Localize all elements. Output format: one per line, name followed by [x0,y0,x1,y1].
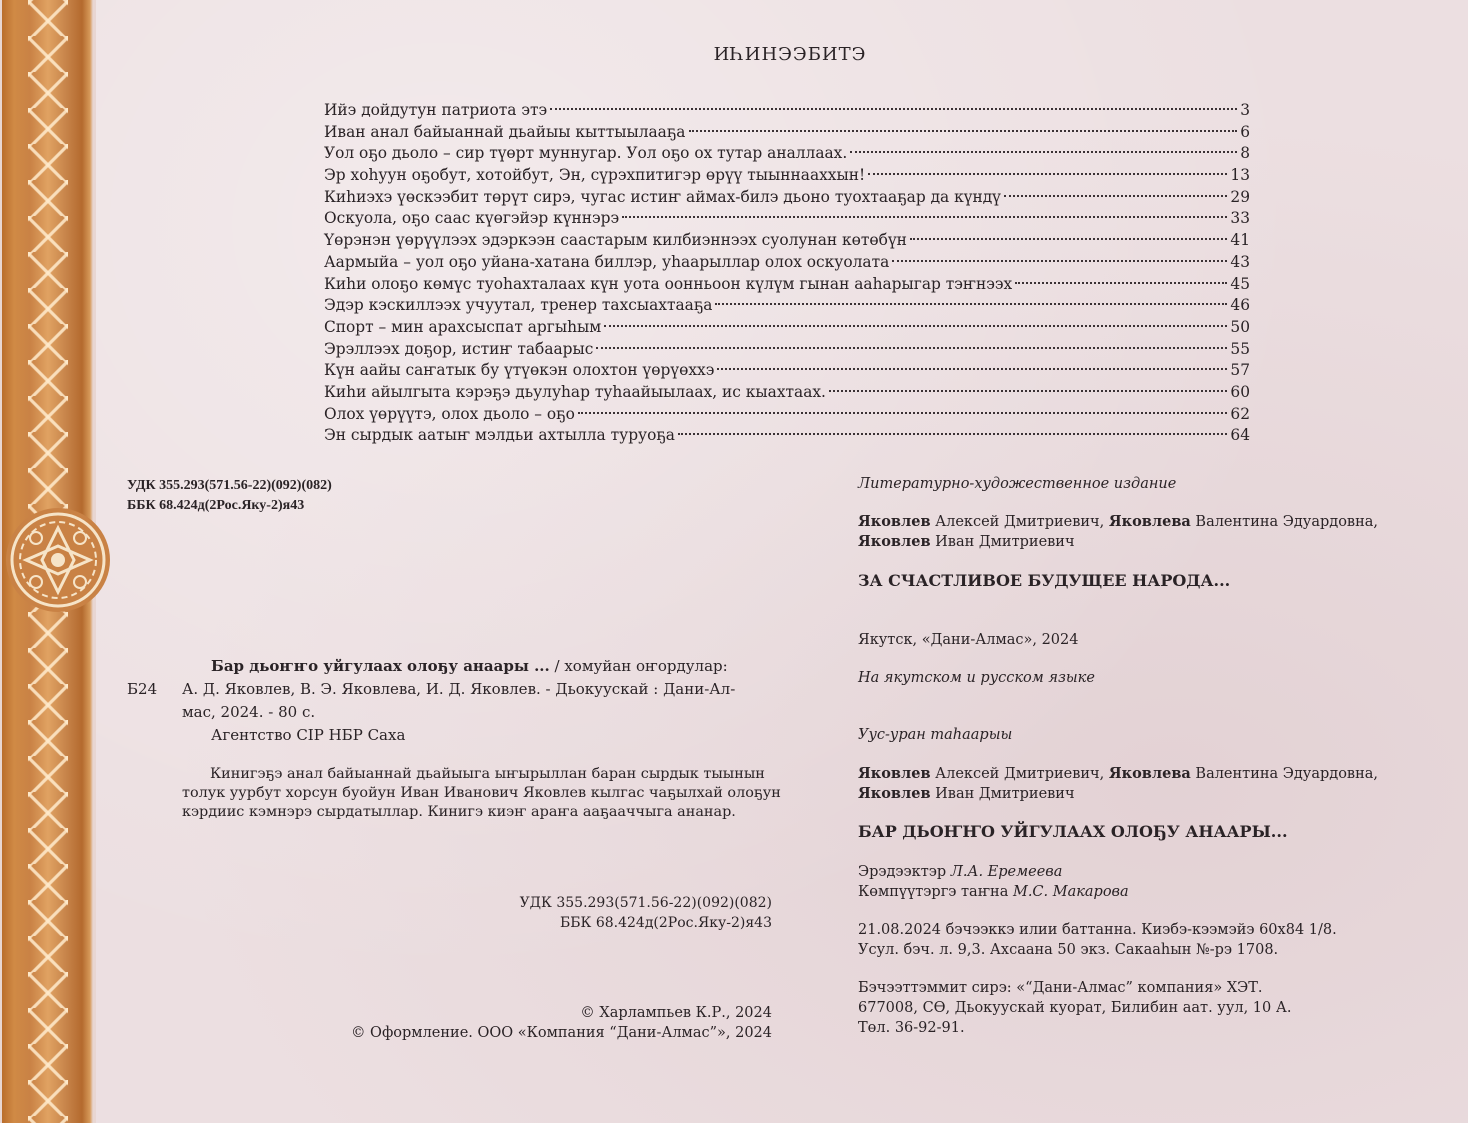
classification-block-bottom [450,893,772,933]
author-name: Иван Дмитриевич [930,786,1075,802]
toc-entry-page: 8 [1240,144,1250,163]
toc-entry-title: Олох үөрүүтэ, олох дьоло – оҕо [324,404,575,423]
dot-leader [578,391,1228,414]
copyright-author: © Харлампьев К.Р., 2024 [580,1005,772,1021]
bib-title: Бар дьоҥҥо уйгулаах олоҕу анаары ... [211,657,550,675]
author-name: Валентина Эдуардовна, [1190,766,1379,782]
toc-entry-title: Иван анал байыаннай дьайыы кыттыылааҕа [324,122,686,141]
toc-entry-title: Киһи айылгыта кэрэҕэ дьулуһар туһаайыылаах, ис кыахтаах. [324,382,826,401]
dot-leader [829,369,1227,392]
title-sakha: БАР ДЬОҤҤО УЙГУЛААХ ОЛОҔУ АНААРЫ... [858,822,1288,841]
author-name: Иван Дмитриевич [930,534,1075,550]
toc-entry-page: 13 [1230,166,1250,185]
dot-leader [596,326,1227,349]
toc-entry-title: Эдэр кэскиллээх учуутал, тренер тахсыахтааҕа [324,296,713,315]
toc-entry-page: 60 [1230,382,1250,401]
dot-leader [604,304,1227,327]
authors-sakha [858,764,1418,804]
bbk-code-bottom: ББК 68.424д(2Рос.Яку-2)я43 [559,915,772,931]
toc-entry-title: Уол оҕо дьоло – сир түөрт муннугар. Уол оҕо ох тутар аналлаах. [324,144,848,163]
dot-leader [868,152,1227,175]
bib-line-4: Агентство СIP НБР Саха [211,726,406,744]
dot-leader [689,109,1238,132]
dot-leader [550,87,1237,110]
toc-title: ИҺИНЭЭБИТЭ [713,44,867,65]
author-surname: Яковлева [1108,513,1191,530]
editor-name: Л.А. Еремеева [950,864,1063,880]
print-line: 21.08.2024 бэчээккэ илии баттанна. Киэбэ-кээмэйэ 60x84 1/8. [858,922,1337,938]
printer-line: Бэчээттэммит сирэ: «“Дани-Алмас” компания» ХЭТ. [858,980,1263,996]
ornament-medallion-icon [4,506,112,614]
literary-label: Уус-уран таһаарыы [858,727,1013,743]
printer-details [858,978,1418,1038]
language-note: На якутском и русском языке [858,670,1095,686]
toc-entry-page: 43 [1230,252,1250,271]
dot-leader [1015,261,1227,284]
author-surname: Яковлев [858,785,931,802]
toc-entry-page: 55 [1230,339,1250,358]
printer-line: 677008, СӨ, Дьокуускай куорат, Билибин аат. уул, 10 А. [858,1000,1292,1016]
toc-entry-page: 57 [1230,361,1250,380]
toc-entry-page: 46 [1230,296,1250,315]
toc-entry-title: Киһи олоҕо көмүс туоһахталаах күн уота оонньоон күлүм гынан ааһарыгар тэҥнээх [324,274,1013,293]
bbk-code: ББК 68.424д(2Рос.Яку-2)я43 [127,498,305,513]
toc-entry-page: 45 [1230,274,1250,293]
dot-leader [910,217,1228,240]
dot-leader [715,282,1227,305]
toc-entry-title: Киһиэхэ үөскээбит төрүт сирэ, чугас истиҥ аймах-билэ дьоно туохтааҕар да күндү [324,187,1001,206]
toc-entry-title: Спорт – мин арахсыспат аргыһым [324,317,602,336]
toc-entry-page: 41 [1230,231,1250,250]
author-name: Валентина Эдуардовна, [1190,514,1379,530]
abstract: Кинигэҕэ анал байыаннай дьайыыга ыҥырыллан баран сырдык тыынын толук уурбут хорсун буойун Иван Иванович Яковлев кылгас чаҕылхай олоҕун кэрдиис кэмнэрэ сырдатыллар. Кинигэ киэҥ араҥа ааҕааччыга ананар. [182,766,781,820]
toc-entry-page: 6 [1240,122,1250,141]
toc-entry-page: 50 [1230,317,1250,336]
udk-code: УДК 355.293(571.56-22)(092)(082) [127,478,332,493]
bib-line-3: мас, 2024. - 80 с. [182,703,316,721]
dot-leader [678,412,1227,435]
printer-line: Төл. 36-92-91. [858,1020,965,1036]
toc-entry-title: Эн сырдык аатыҥ мэлдьи ахтылла туруоҕа [324,426,675,445]
dot-leader [622,195,1227,218]
author-surname: Яковлев [858,765,931,782]
author-name: Алексей Дмитриевич, [930,514,1109,530]
bib-line-2: А. Д. Яковлев, В. Э. Яковлева, И. Д. Яковлев. - Дьокуускай : Дани-Ал- [182,680,736,698]
table-of-contents [324,92,1250,445]
copyright-block [320,1003,772,1043]
title-russian: ЗА СЧАСТЛИВОЕ БУДУЩЕЕ НАРОДА... [858,571,1231,590]
toc-entry-page: 33 [1230,209,1250,228]
author-mark: Б24 [127,680,158,698]
layout-label: Көмпүүтэргэ таҥна [858,884,1013,900]
author-surname: Яковлев [858,533,931,550]
author-name: Алексей Дмитриевич, [930,766,1109,782]
dot-leader [717,347,1227,370]
authors-ru [858,512,1418,552]
toc-entry-title: Эр хоһуун оҕобут, хотойбут, Эн, сүрэхпитигэр өрүү тыыннааххын! [324,166,866,185]
toc-entry-title: Ийэ дойдутун патриота этэ [324,101,548,119]
toc-entry-title: Эрэллээх доҕор, истиҥ табаарыс [324,339,594,358]
layout-name: М.С. Макарова [1012,884,1129,900]
toc-entry-page: 3 [1240,101,1250,119]
dot-leader [850,130,1237,153]
toc-entry-title: Күн аайы саҥатык бу үтүөкэн олохтон үөрүөххэ [324,361,715,380]
bib-line-1 [211,656,728,677]
toc-entry-title: Аармыйа – уол оҕо уйана-хатана биллэр, уһаарыллар олох оскуолата [324,252,890,271]
edition-type: Литературно-художественное издание [858,476,1177,492]
classification-block-top [127,476,332,516]
print-details [858,920,1418,960]
bib-compilers-label: / хомуйан оҥордулар: [549,657,728,675]
publisher-line: Якутск, «Дани-Алмас», 2024 [858,632,1079,648]
print-line: Усул. бэч. л. 9,3. Ахсаана 50 экз. Сакааһын №-рэ 1708. [858,942,1279,958]
copyright-design: © Оформление. ООО «Компания “Дани-Алмас”», 2024 [350,1025,772,1041]
udk-code-bottom: УДК 355.293(571.56-22)(092)(082) [519,895,772,911]
dot-leader [1004,174,1228,197]
toc-entry-page: 64 [1230,426,1250,445]
editor-label: Эрэдээктэр [858,864,951,880]
author-surname: Яковлева [1108,765,1191,782]
toc-entry-page: 29 [1230,187,1250,206]
author-surname: Яковлев [858,513,931,530]
dot-leader [892,239,1227,262]
toc-entry-page: 62 [1230,404,1250,423]
toc-entry-title: Оскуола, оҕо саас күөгэйэр күннэрэ [324,209,620,228]
toc-entry-title: Үөрэнэн үөрүүлээх эдэркээн саастарым килбиэннээх суолунан көтөбүн [324,231,907,250]
credits [858,862,1418,902]
